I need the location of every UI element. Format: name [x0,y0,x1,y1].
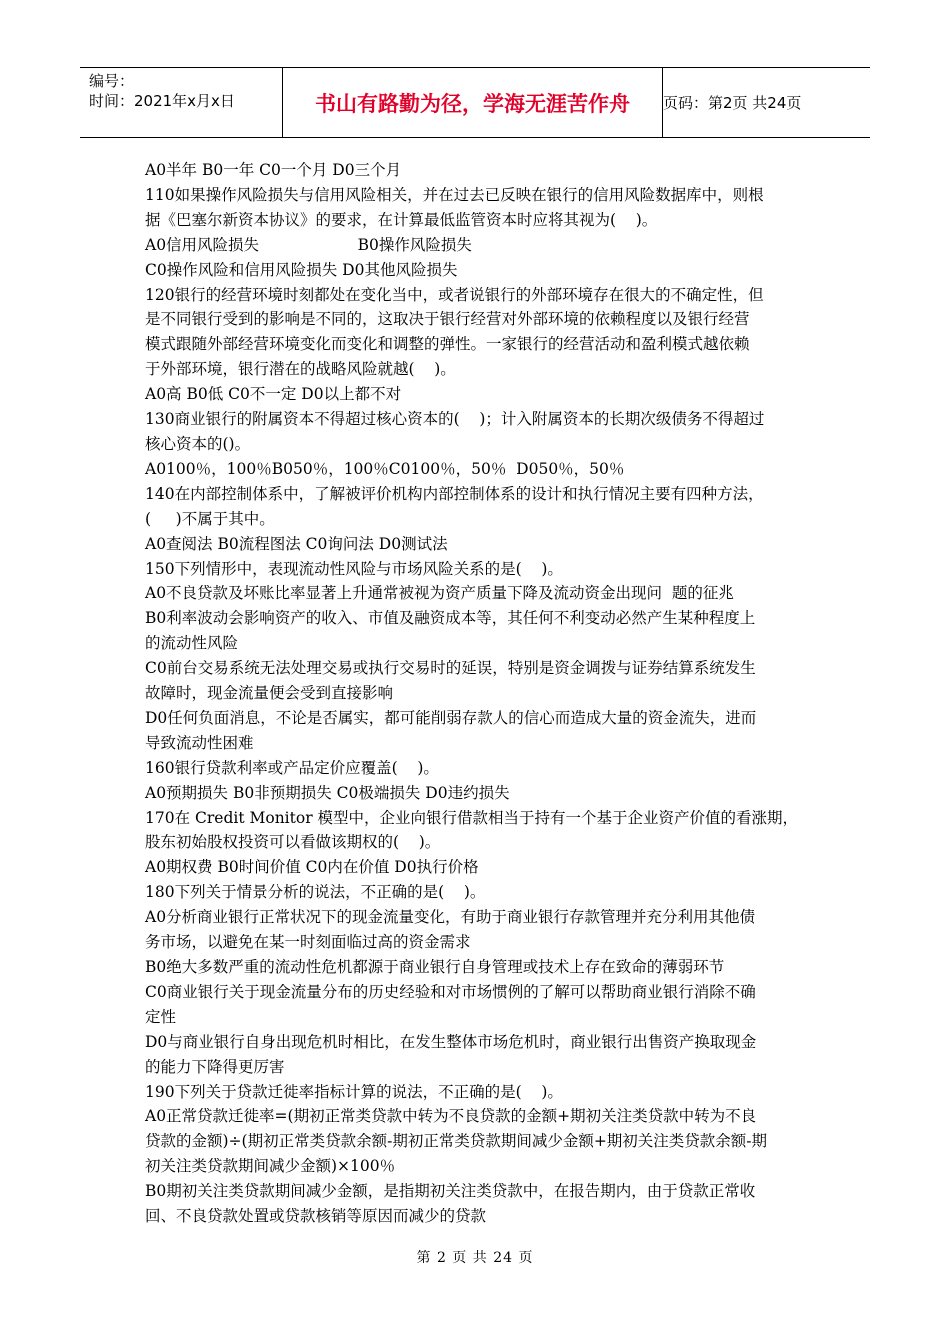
text-line: C0商业银行关于现金流量分布的历史经验和对市场惯例的了解可以帮助商业银行消除不确 [145,982,756,1001]
text-line: 导致流动性困难 [145,733,254,752]
text-line: A0高 B0低 C0不一定 D0以上都不对 [145,385,402,404]
text-line: 故障时，现金流量便会受到直接影响 [145,684,394,703]
text-line: 据《巴塞尔新资本协议》的要求，在计算最低监管资本时应将其视为( )。 [145,210,658,229]
text-line: 模式跟随外部经营环境变化而变化和调整的弹性。一家银行的经营活动和盈利模式越依赖 [145,335,750,354]
text-line: C0前台交易系统无法处理交易或执行交易时的延误，特别是资金调拨与证券结算系统发生 [145,659,756,678]
text-line: A0不良贷款及坏账比率显著上升通常被视为资产质量下降及流动资金出现问 题的征兆 [145,584,734,603]
document-number-label: 编号： [89,72,135,90]
text-line: 的流动性风险 [145,634,239,653]
header-page-info [663,68,870,137]
text-line: 110如果操作风险损失与信用风险相关，并在过去已反映在银行的信用风险数据库中，则根 [145,185,764,204]
text-line: 180下列关于情景分析的说法，不正确的是( )。 [145,883,486,902]
text-line: 核心资本的()。 [145,434,251,453]
text-line: 150下列情形中，表现流动性风险与市场风险关系的是( )。 [145,559,563,578]
text-line: 回、不良贷款处置或贷款核销等原因而减少的贷款 [145,1207,487,1226]
text-line: 于外部环境，银行潜在的战略风险就越( )。 [145,360,456,379]
text-line: 140在内部控制体系中，了解被评价机构内部控制体系的设计和执行情况主要有四种方法， [145,484,764,503]
text-line: A0期权费 B0时间价值 C0内在价值 D0执行价格 [145,858,479,877]
text-line: 170在 Credit Monitor 模型中，企业向银行借款相当于持有一个基于企业资产价值的看涨期， [145,808,799,827]
text-line: A0信用风险损失 B0操作风险损失 [145,235,472,254]
text-line: D0任何负面消息，不论是否属实，都可能削弱存款人的信心而造成大量的资金流失，进而 [145,708,757,727]
text-line: 初关注类贷款期间减少金额)×100％ [145,1157,396,1176]
text-line: 股东初始股权投资可以看做该期权的( )。 [145,833,441,852]
document-body [145,158,817,1229]
text-line: B0绝大多数严重的流动性危机都源于商业银行自身管理或技术上存在致命的薄弱环节 [145,958,725,976]
text-line: A0100％，100％B050％，100％C0100％，50％ D050％，50％ [145,459,625,478]
text-line: A0预期损失 B0非预期损失 C0极端损失 D0违约损失 [145,783,510,802]
text-line: A0查阅法 B0流程图法 C0询问法 D0测试法 [145,534,448,553]
header-motto: 书山有路勤为径，学海无涯苦作舟 [283,68,663,137]
text-line: 160银行贷款利率或产品定价应覆盖( )。 [145,758,439,777]
header-meta-cell [80,68,283,137]
page-footer: 第 2 页 共 24 页 [416,1250,534,1266]
text-line: D0与商业银行自身出现危机时相比，在发生整体市场危机时，商业银行出售资产换取现金 [145,1032,757,1051]
text-line: 是不同银行受到的影响是不同的，这取决于银行经营对外部环境的依赖程度以及银行经营 [145,310,750,329]
text-line: A0正常贷款迁徙率=(期初正常类贷款中转为不良贷款的金额+期初关注类贷款中转为不良 [145,1107,757,1126]
text-line: 130商业银行的附属资本不得超过核心资本的( )；计入附属资本的长期次级债务不得超过 [145,410,765,429]
text-line: 120银行的经营环境时刻都处在变化当中，或者说银行的外部环境存在很大的不确定性，但 [145,285,764,304]
text-line: 190下列关于贷款迁徙率指标计算的说法，不正确的是( )。 [145,1082,563,1101]
text-line: 的能力下降得更厉害 [145,1057,285,1076]
text-line: A0分析商业银行正常状况下的现金流量变化，有助于商业银行存款管理并充分利用其他债 [145,908,756,927]
text-line: 贷款的金额)÷(期初正常类贷款余额-期初正常类贷款期间减少金额+期初关注类贷款余额-期 [145,1132,768,1151]
page-info-text: 页码：第2页 共24页 [663,94,802,112]
text-line: 务市场，以避免在某一时刻面临过高的资金需求 [145,933,471,952]
text-line: ( )不属于其中。 [145,509,275,528]
text-line: A0半年 B0一年 C0一个月 D0三个月 [145,161,402,179]
document-date-label: 时间：2021年x月x日 [89,92,235,110]
text-line: 定性 [145,1007,177,1026]
text-line: B0期初关注类贷款期间减少金额，是指期初关注类贷款中，在报告期内，由于贷款正常收 [145,1182,756,1201]
text-line: B0利率波动会影响资产的收入、市值及融资成本等，其任何不利变动必然产生某种程度上 [145,609,756,628]
page-header [80,67,870,138]
text-line: C0操作风险和信用风险损失 D0其他风险损失 [145,260,458,279]
